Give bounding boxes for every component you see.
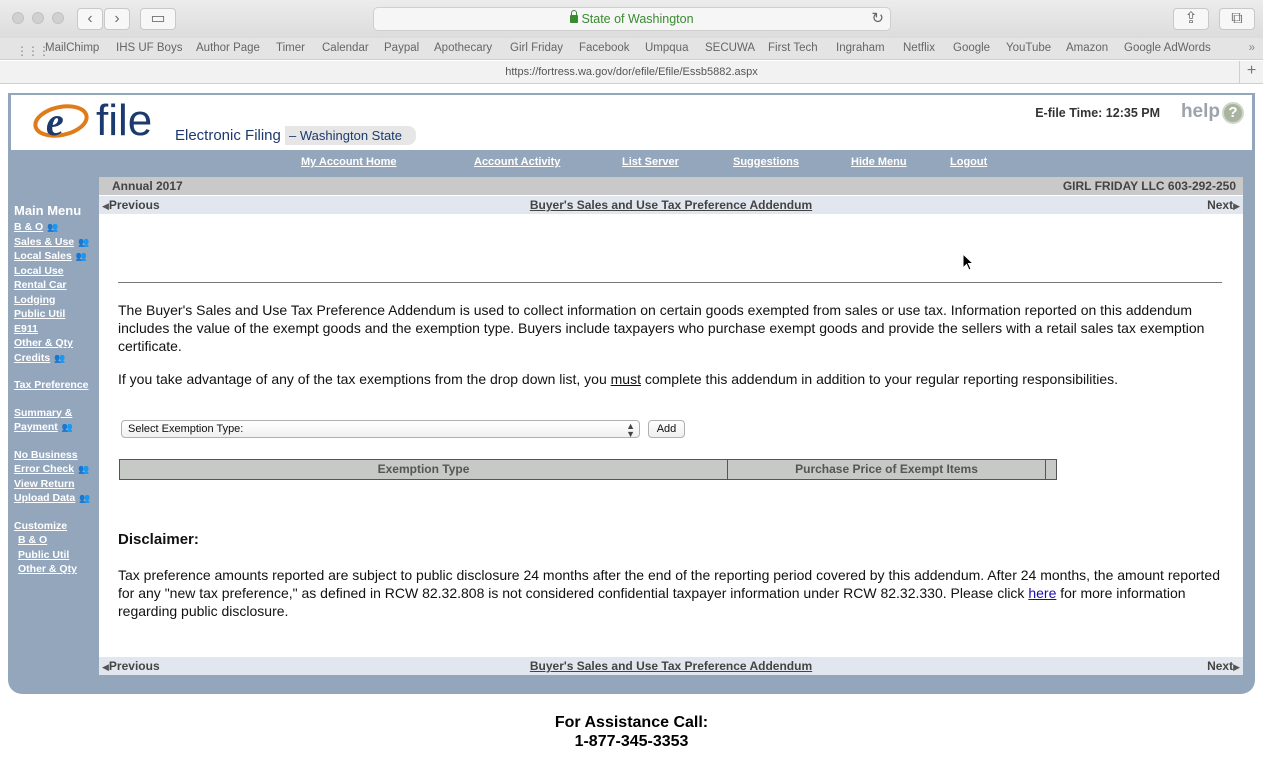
chevron-left-icon: ‹	[87, 10, 93, 27]
top-navigation	[8, 156, 1255, 172]
next-label: Next	[1207, 198, 1234, 212]
disclosure-here-link[interactable]: here	[1028, 585, 1057, 601]
mouse-cursor-icon	[962, 253, 974, 271]
exemptions-table-header	[119, 459, 1057, 480]
triangle-left-icon: ◀	[102, 201, 109, 211]
previous-label: Previous	[108, 198, 160, 212]
bookmark-item[interactable]: Timer	[276, 42, 305, 54]
sidebar-item-payment[interactable]	[14, 420, 104, 435]
site-label: State of Washington	[581, 12, 694, 26]
requirement-emphasis: must	[610, 371, 641, 387]
assistance-label: For Assistance Call:	[554, 714, 709, 731]
col-exemption-type: Exemption Type	[120, 460, 728, 479]
requirement-paragraph	[118, 370, 1228, 388]
efile-logo-icon	[33, 97, 89, 143]
sidebar-item-upload-data[interactable]	[14, 491, 104, 506]
sidebar-item-customize-b-and-o[interactable]: B & O	[18, 534, 48, 546]
sidebar-item-sales-use[interactable]	[14, 235, 104, 250]
sidebar-item-label: Sales & Use	[14, 235, 75, 248]
logo-subtitle	[169, 126, 422, 146]
disclaimer-text: Tax preference amounts reported are subject to public disclosure 24 months after the end of the reporting period covered by this addendum. After 24 months, the amount reported for any "new tax preference," as defined in RCW 82.32.808 is not considered confidential taxpayer information under RCW 82.32.330. Please click	[118, 567, 1220, 601]
sidebar-item-tax-preference[interactable]: Tax Preference	[14, 379, 89, 391]
sidebar-item-label: Payment	[14, 421, 58, 433]
sidebar-item-label: Local Sales	[14, 250, 72, 262]
sidebar-item-label: B & O	[14, 221, 44, 233]
bookmark-item[interactable]: SECUWA	[705, 42, 756, 54]
chevron-right-icon: ›	[114, 10, 120, 27]
nav-my-account-home[interactable]: My Account Home	[301, 156, 397, 168]
sidebar-item-local-use[interactable]: Local Use	[14, 264, 64, 277]
sidebar-item-credits[interactable]	[14, 351, 104, 366]
logo-file-text: file	[96, 96, 153, 145]
requirement-text-a: If you take advantage of any of the tax exemptions from the drop down list, you	[118, 371, 611, 387]
bookmark-item[interactable]: IHS UF Boys	[116, 42, 183, 54]
sidebar-item-customize[interactable]: Customize	[14, 519, 68, 532]
nav-account-activity[interactable]: Account Activity	[474, 156, 561, 168]
filing-period: Annual 2017	[112, 179, 183, 193]
bookmark-item[interactable]: Amazon	[1066, 42, 1109, 54]
forward-button[interactable]	[104, 8, 130, 30]
sidebar-icon: ▭	[150, 10, 166, 27]
minimize-window-button[interactable]	[32, 12, 44, 24]
page-title-link[interactable]: Buyer's Sales and Use Tax Preference Addendum	[529, 198, 813, 212]
people-icon: 👥	[75, 251, 87, 261]
tab-url-bar[interactable]	[0, 61, 1263, 84]
divider	[118, 282, 1222, 283]
bookmark-item[interactable]: MailChimp	[45, 42, 100, 54]
efile-header	[11, 95, 1252, 150]
next-label: Next	[1207, 659, 1234, 673]
col-purchase-price: Purchase Price of Exempt Items	[728, 460, 1046, 479]
sidebar-item-rental-car[interactable]: Rental Car	[14, 279, 67, 291]
tabs-icon: ⧉	[1231, 10, 1243, 27]
sidebar-item-label: Upload Data	[14, 492, 76, 504]
requirement-text-b: complete this addendum in addition to your regular reporting responsibilities.	[640, 371, 1119, 387]
bookmark-item[interactable]: Google AdWords	[1124, 42, 1211, 54]
nav-list-server[interactable]: List Server	[622, 156, 679, 168]
next-link-bottom[interactable]	[1207, 657, 1240, 676]
page-title-link-bottom[interactable]: Buyer's Sales and Use Tax Preference Addendum	[529, 659, 813, 673]
bookmarks-bar	[0, 38, 1263, 60]
triangle-left-icon: ◀	[102, 662, 109, 672]
page-nav-top	[99, 196, 1243, 214]
triangle-right-icon: ▶	[1233, 662, 1240, 672]
logo-state-text: – Washington State	[285, 126, 416, 145]
assistance-phone: 1-877-345-3353	[574, 733, 689, 750]
assistance-info	[0, 713, 1263, 751]
sidebar-item-lodging[interactable]: Lodging	[14, 293, 56, 306]
sidebar-item-view-return[interactable]: View Return	[14, 477, 75, 490]
sidebar-item-label: Error Check	[14, 463, 75, 475]
share-icon: ⇪	[1184, 10, 1198, 27]
bookmark-item[interactable]: YouTube	[1006, 42, 1052, 54]
nav-logout[interactable]: Logout	[950, 156, 988, 168]
share-button[interactable]	[1173, 8, 1209, 30]
tabs-button[interactable]	[1219, 8, 1255, 30]
bookmark-item[interactable]: First Tech	[768, 42, 818, 54]
logo-subtitle-text: Electronic Filing	[175, 127, 281, 144]
double-chevron-right-icon[interactable]: »	[1248, 42, 1255, 54]
disclaimer-paragraph	[118, 566, 1228, 620]
main-menu-title: Main Menu	[14, 203, 82, 218]
bookmark-item[interactable]: Apothecary	[434, 42, 493, 54]
exemption-type-value: Select Exemption Type:	[128, 423, 244, 435]
bookmark-item[interactable]: Umpqua	[645, 42, 689, 54]
address-bar[interactable]	[373, 7, 891, 31]
bookmark-item[interactable]: Facebook	[579, 42, 630, 54]
help-label: help	[1180, 101, 1220, 122]
grid-icon[interactable]: ⋮⋮⋮	[16, 44, 49, 58]
zoom-window-button[interactable]	[52, 12, 64, 24]
bookmark-item[interactable]: Girl Friday	[510, 42, 564, 54]
new-tab-button[interactable]	[1239, 61, 1263, 83]
sidebar-item-label: Credits	[14, 351, 51, 364]
sidebar-item-b-and-o[interactable]	[14, 220, 104, 235]
select-arrows-icon: ▲ ▼	[626, 421, 635, 439]
people-icon: 👥	[54, 352, 66, 363]
sidebar-item-other-qty[interactable]: Other & Qty	[14, 337, 73, 349]
next-link[interactable]	[1207, 196, 1240, 215]
people-icon: 👥	[78, 236, 90, 247]
main-menu-sidebar	[14, 203, 104, 577]
lock-icon	[570, 15, 578, 23]
browser-toolbar	[0, 0, 1263, 38]
add-button[interactable]: Add	[648, 420, 685, 438]
help-link[interactable]	[1181, 101, 1244, 124]
logo-e-letter: e	[46, 99, 64, 143]
page-nav-bottom	[99, 657, 1243, 675]
previous-label: Previous	[108, 659, 160, 673]
nav-hide-menu[interactable]: Hide Menu	[851, 156, 907, 168]
bookmark-item[interactable]: Calendar	[322, 42, 369, 54]
reload-icon[interactable]: ↻	[871, 10, 884, 27]
bookmark-item[interactable]: Netflix	[903, 42, 935, 54]
nav-suggestions[interactable]: Suggestions	[733, 156, 800, 168]
close-window-button[interactable]	[12, 12, 24, 24]
sidebar-item-summary[interactable]: Summary &	[14, 406, 73, 419]
exemption-type-select[interactable]	[121, 420, 640, 438]
sidebar-item-public-util[interactable]: Public Util	[14, 308, 66, 320]
sidebar-item-error-check[interactable]	[14, 462, 104, 477]
people-icon: 👥	[47, 222, 59, 232]
triangle-right-icon: ▶	[1233, 201, 1240, 211]
sidebar-item-customize-public-util[interactable]: Public Util	[18, 548, 70, 561]
bookmark-item[interactable]: Google	[953, 42, 991, 54]
efile-time: E-file Time: 12:35 PM	[1035, 106, 1160, 120]
account-info: GIRL FRIDAY LLC 603-292-250	[1062, 179, 1236, 193]
disclaimer-tail: for more information regarding public disclosure.	[118, 585, 1186, 619]
sidebar-toggle-button[interactable]	[140, 8, 176, 30]
people-icon: 👥	[61, 422, 73, 432]
main-content	[99, 177, 1243, 675]
back-button[interactable]	[77, 8, 103, 30]
people-icon: 👥	[78, 464, 90, 474]
people-icon: 👥	[79, 493, 91, 503]
sidebar-item-e911[interactable]: E911	[14, 322, 38, 335]
bookmark-item[interactable]: Ingraham	[836, 42, 885, 54]
efile-frame	[8, 93, 1255, 694]
disclaimer-heading: Disclaimer:	[118, 531, 199, 548]
sidebar-item-customize-other-qty[interactable]: Other & Qty	[18, 563, 77, 575]
sidebar-item-local-sales[interactable]	[14, 249, 104, 264]
period-bar	[99, 177, 1243, 195]
help-icon: ?	[1222, 102, 1244, 124]
plus-icon: +	[1246, 62, 1257, 79]
page-url: https://fortress.wa.gov/dor/efile/Efile/Essb5882.aspx	[505, 66, 758, 78]
intro-paragraph: The Buyer's Sales and Use Tax Preference Addendum is used to collect information on certain goods exempted from sales or use tax. Information reported on this addendum includes the value of the exempt goods and the exemption type. Buyers include taxpayers who purchase exempt goods and provide the sellers with a retail sales tax exemption certificate.	[118, 302, 1205, 354]
bookmark-item[interactable]: Author Page	[196, 42, 260, 54]
bookmark-item[interactable]: Paypal	[384, 42, 420, 54]
sidebar-item-no-business[interactable]: No Business	[14, 448, 78, 461]
